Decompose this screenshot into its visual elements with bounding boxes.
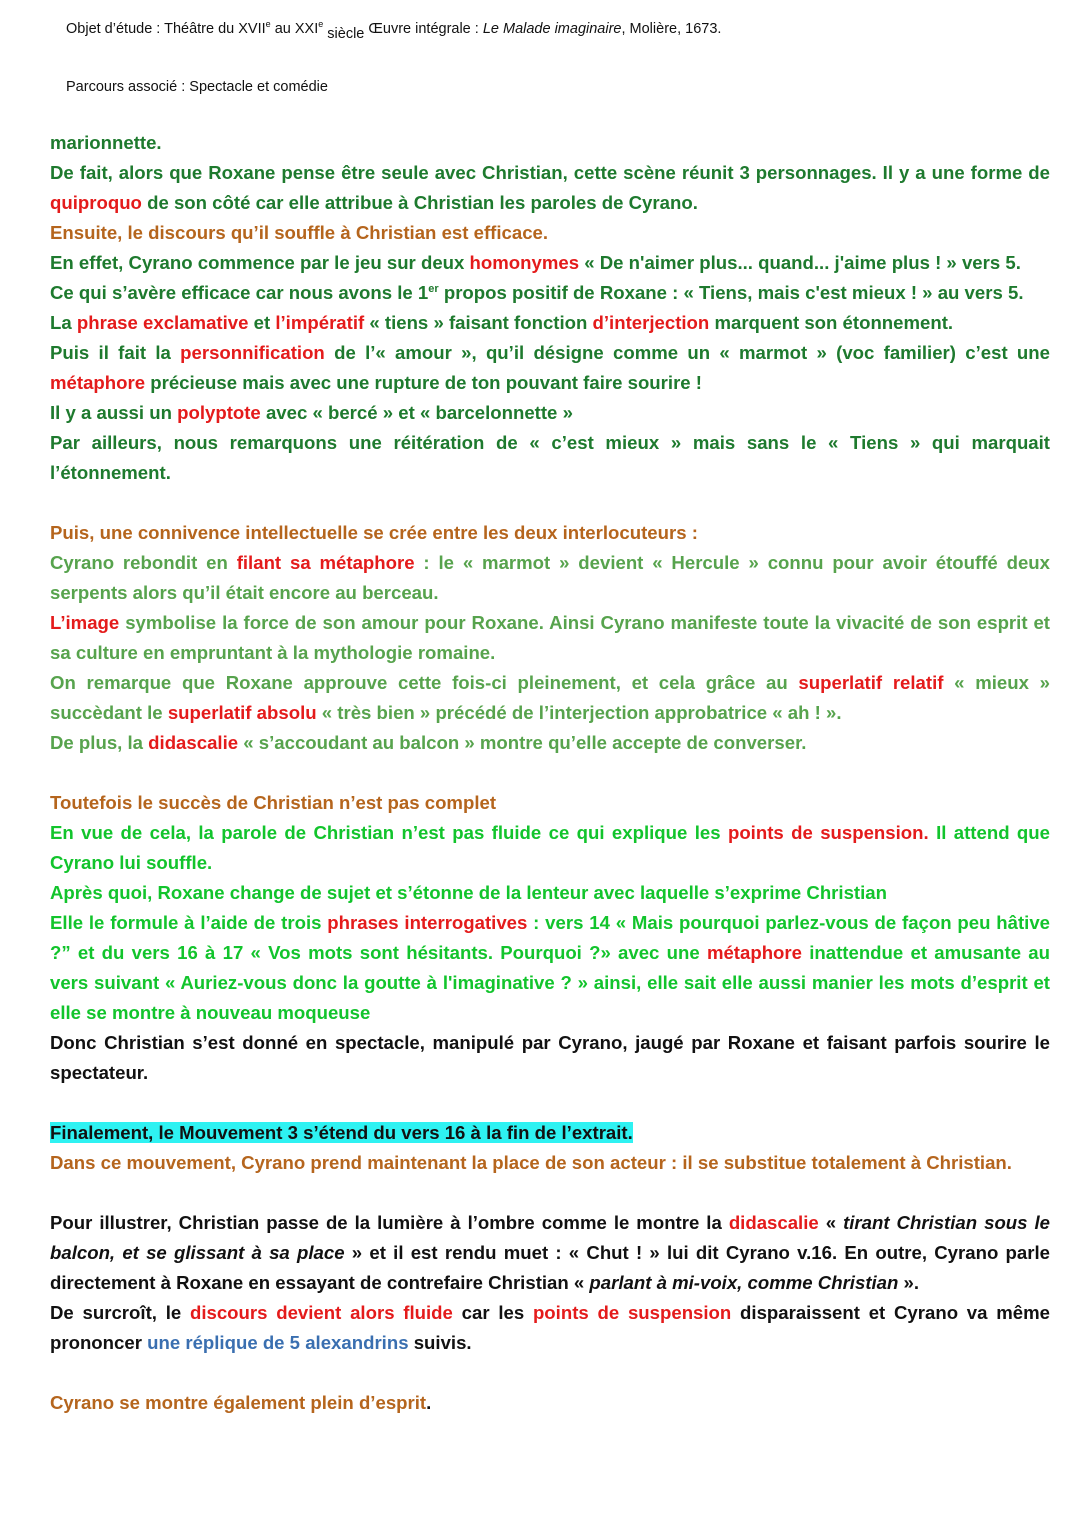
term: homonymes bbox=[469, 252, 580, 273]
text: : vers 14 « Mais pourquoi parlez-vous de façon peu hâtive ?” et du vers 16 à 17 « Vos mots sont hésitants. Pourquoi ?» avec une bbox=[50, 912, 1050, 963]
text: Il y a aussi un bbox=[50, 402, 178, 423]
text: Elle le formule à l’aide de trois bbox=[50, 912, 328, 933]
text: « mieux » succèdant le bbox=[50, 672, 1050, 723]
text: Donc Christian s’est donné en spectacle, manipulé par Cyrano, jaugé par Roxane et faisant parfois sourire le spectateur. bbox=[50, 1032, 1050, 1083]
header-oeuvre: Œuvre intégrale : bbox=[364, 21, 483, 37]
text: Pour illustrer, Christian passe de la lumière à l’ombre comme le montre la bbox=[50, 1212, 729, 1233]
paragraph bbox=[50, 1118, 1050, 1148]
term: L’image bbox=[50, 612, 120, 633]
text: « bbox=[818, 1212, 844, 1233]
paragraph bbox=[50, 788, 1050, 818]
text: Après quoi, Roxane change de sujet et s’étonne de la lenteur avec laquelle s’exprime Christian bbox=[50, 882, 887, 903]
paragraph bbox=[50, 338, 1050, 398]
text: : le « marmot » devient « Hercule » connu pour avoir étouffé deux serpents alors qu’il était encore au berceau. bbox=[50, 552, 1051, 603]
text: Toutefois le succès de Christian n’est pas complet bbox=[50, 792, 497, 813]
text: Ensuite, le discours qu’il souffle à Christian est efficace. bbox=[50, 222, 549, 243]
term: didascalie bbox=[148, 732, 239, 753]
text: De fait, alors que Roxane pense être seule avec Christian, cette scène réunit 3 personnages. Il y a une forme de bbox=[50, 162, 1050, 183]
text: « très bien » précédé de l’interjection approbatrice « ah ! ». bbox=[316, 702, 842, 723]
text: On remarque que Roxane approuve cette fois-ci pleinement, et cela grâce au bbox=[50, 672, 799, 693]
superscript: er bbox=[428, 282, 439, 295]
text: précieuse mais avec une rupture de ton pouvant faire sourire ! bbox=[145, 372, 703, 393]
term: métaphore bbox=[706, 942, 802, 963]
document-body bbox=[50, 128, 1050, 1418]
text: Puis il fait la bbox=[50, 342, 181, 363]
text: ». bbox=[898, 1272, 920, 1293]
text: La bbox=[50, 312, 77, 333]
paragraph bbox=[50, 1148, 1050, 1178]
text: suivis. bbox=[408, 1332, 472, 1353]
term: polyptote bbox=[177, 402, 261, 423]
paragraph bbox=[50, 218, 1050, 248]
text: Il attend que Cyrano lui souffle. bbox=[50, 822, 1050, 873]
paragraph bbox=[50, 1208, 1050, 1298]
header-subject: Théâtre du XVII bbox=[164, 21, 266, 37]
text: car les bbox=[452, 1302, 533, 1323]
paragraph bbox=[50, 608, 1050, 668]
highlighted-heading: Finalement, le Mouvement 3 s’étend du vers 16 à la fin de l’extrait. bbox=[50, 1122, 633, 1143]
paragraph bbox=[50, 278, 1050, 308]
term: discours devient alors fluide bbox=[189, 1302, 453, 1323]
paragraph bbox=[50, 668, 1050, 728]
term: didascalie bbox=[728, 1212, 819, 1233]
term: quiproquo bbox=[50, 192, 142, 213]
text: » et il est rendu muet : « Chut ! » lui dit Cyrano v.16. En outre, Cyrano parle directement à Roxane en essayant de contrefaire Christian « bbox=[50, 1242, 1050, 1293]
text: inattendue et amusante au vers suivant « Auriez-vous donc la goutte à l'imaginative ? » ainsi, elle sait elle aussi manier les mots d’esprit et elle se montre à nouveau moqueuse bbox=[50, 942, 1050, 1023]
text: De plus, la bbox=[50, 732, 149, 753]
text: « tiens » faisant fonction bbox=[364, 312, 593, 333]
header-siecle: siècle bbox=[323, 26, 365, 42]
header-sup: e bbox=[265, 19, 271, 30]
paragraph bbox=[50, 818, 1050, 878]
term: filant sa métaphore bbox=[236, 552, 415, 573]
text: et bbox=[248, 312, 276, 333]
text: propos positif de Roxane : « Tiens, mais c'est mieux ! » au vers 5. bbox=[438, 282, 1024, 303]
text: Cyrano se montre également plein d’esprit bbox=[50, 1392, 427, 1413]
paragraph bbox=[50, 248, 1050, 278]
term: l’impératif bbox=[275, 312, 365, 333]
text: marquent son étonnement. bbox=[709, 312, 954, 333]
paragraph bbox=[50, 1388, 1050, 1418]
header-au: au XXI bbox=[270, 21, 319, 37]
term: points de suspension bbox=[532, 1302, 732, 1323]
term: superlatif absolu bbox=[167, 702, 317, 723]
text: de son côté car elle attribue à Christian les paroles de Cyrano. bbox=[141, 192, 698, 213]
paragraph bbox=[50, 128, 1050, 158]
text: Dans ce mouvement, Cyrano prend maintenant la place de son acteur : il se substitue totalement à Christian. bbox=[50, 1152, 1012, 1173]
text: « s’accoudant au balcon » montre qu’elle accepte de converser. bbox=[238, 732, 807, 753]
paragraph bbox=[50, 158, 1050, 218]
header-end: , Molière, 1673. bbox=[621, 21, 722, 37]
paragraph bbox=[50, 878, 1050, 908]
term: superlatif relatif bbox=[798, 672, 944, 693]
text: Ce qui s’avère efficace car nous avons le 1 bbox=[50, 282, 429, 303]
header-line-1 bbox=[66, 19, 722, 42]
paragraph bbox=[50, 1298, 1050, 1358]
text: marionnette. bbox=[50, 132, 162, 153]
header-sup: e bbox=[318, 19, 324, 30]
text: En vue de cela, la parole de Christian n’est pas fluide ce qui explique les bbox=[50, 822, 728, 843]
paragraph bbox=[50, 908, 1050, 1028]
paragraph bbox=[50, 398, 1050, 428]
text: . bbox=[426, 1392, 432, 1413]
text: de l’« amour », qu’il désigne comme un « marmot » (voc familier) c’est une bbox=[324, 342, 1050, 363]
text: « De n'aimer plus... quand... j'aime plus ! » vers 5. bbox=[579, 252, 1021, 273]
term: points de suspension. bbox=[727, 822, 929, 843]
term: phrases interrogatives bbox=[327, 912, 528, 933]
paragraph bbox=[50, 428, 1050, 488]
term: métaphore bbox=[50, 372, 146, 393]
text: avec « bercé » et « barcelonnette » bbox=[260, 402, 573, 423]
text: Cyrano rebondit en bbox=[50, 552, 237, 573]
header-line-2: Parcours associé : Spectacle et comédie bbox=[66, 79, 328, 95]
quote: parlant à mi-voix, comme Christian bbox=[589, 1272, 899, 1293]
paragraph bbox=[50, 1028, 1050, 1088]
header-work-title: Le Malade imaginaire bbox=[482, 21, 622, 37]
term: une réplique de 5 alexandrins bbox=[147, 1332, 409, 1353]
text: De surcroît, le bbox=[50, 1302, 190, 1323]
header-prefix: Objet d’étude : bbox=[66, 21, 165, 37]
term: personnification bbox=[180, 342, 325, 363]
text: Par ailleurs, nous remarquons une réitération de « c’est mieux » mais sans le « Tiens » qui marquait l’étonnement. bbox=[50, 432, 1050, 483]
text: Puis, une connivence intellectuelle se crée entre les deux interlocuteurs : bbox=[50, 522, 698, 543]
quote: tirant Christian sous le balcon, et se glissant à sa place bbox=[50, 1212, 1050, 1263]
text: symbolise la force de son amour pour Roxane. Ainsi Cyrano manifeste toute la vivacité de son esprit et sa culture en empruntant à la mythologie romaine. bbox=[50, 612, 1050, 663]
term: d’interjection bbox=[592, 312, 710, 333]
paragraph bbox=[50, 308, 1050, 338]
text: disparaissent et Cyrano va même prononcer bbox=[50, 1302, 1051, 1353]
text: En effet, Cyrano commence par le jeu sur deux bbox=[50, 252, 470, 273]
paragraph bbox=[50, 518, 1050, 548]
term: phrase exclamative bbox=[76, 312, 249, 333]
paragraph bbox=[50, 728, 1050, 758]
paragraph bbox=[50, 548, 1050, 608]
